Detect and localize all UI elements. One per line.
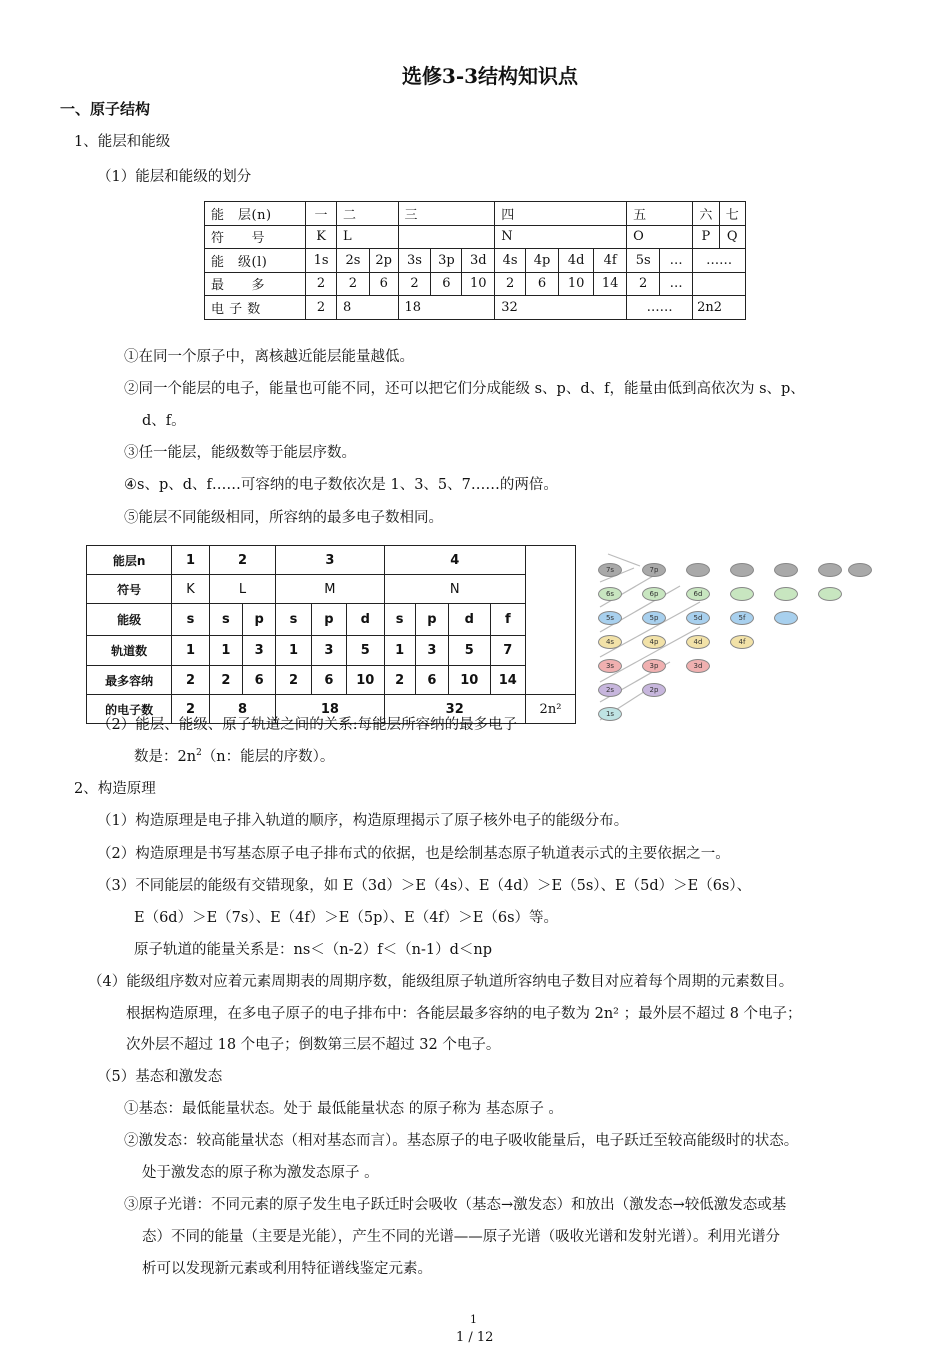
table-cell: M: [276, 575, 384, 604]
table-cell: 1: [209, 636, 242, 666]
table-cell: 2: [209, 666, 242, 695]
orbital-blank: [774, 563, 798, 577]
table-cell: 1: [276, 636, 311, 666]
orbital-6p: 6p: [642, 587, 666, 601]
orbital-2p: 2p: [642, 683, 666, 697]
orbital-4s: 4s: [598, 635, 622, 649]
table-cell: 5s: [627, 249, 660, 273]
table-cell: 最多容纳: [87, 666, 172, 695]
table-cell: N: [384, 575, 525, 604]
table-cell: 3: [415, 636, 448, 666]
table-cell: L: [209, 575, 276, 604]
table-cell: 1s: [306, 249, 337, 273]
table-cell: 最 多: [205, 272, 306, 296]
table-cell: 8: [209, 695, 276, 724]
table-cell: ……: [627, 296, 693, 320]
table-cell: 10: [448, 666, 490, 695]
orbital-4f: 4f: [730, 635, 754, 649]
table-cell: 32: [495, 296, 627, 320]
aufbau-point-4: （4）能级组序数对应着元素周期表的周期序数，能级组原子轨道所容纳电子数目对应着每个周期的元素数目。: [88, 974, 794, 990]
table-cell: 能级: [87, 604, 172, 636]
orbital-blank: [730, 587, 754, 601]
table-cell: 4s: [495, 249, 526, 273]
table-row: [87, 575, 576, 604]
orbital-1s: 1s: [598, 707, 622, 721]
table-cell: 6: [415, 666, 448, 695]
orbital-4d: 4d: [686, 635, 710, 649]
table-cell: Q: [719, 225, 745, 249]
aufbau-point-3-cont: E（6d）＞E（7s）、E（4f）＞E（5p）、E（4f）＞E（6s）等。: [134, 910, 559, 926]
relation-line-1: （2）能层、能级、原子轨道之间的关系:每能层所容纳的最多电子: [97, 717, 518, 733]
page-title: 选修3-3结构知识点: [401, 64, 579, 88]
table-cell: 二: [336, 202, 398, 226]
table-cell: 10: [559, 272, 594, 296]
orbital-blank: [818, 587, 842, 601]
table-cell: 2: [172, 695, 209, 724]
table-cell: 2: [384, 666, 415, 695]
orbital-5p: 5p: [642, 611, 666, 625]
table-cell: 2: [306, 272, 337, 296]
table-row: [205, 296, 746, 320]
subheading-aufbau: 2、构造原理: [74, 781, 156, 797]
orbital-blank: [774, 587, 798, 601]
table-cell: 的电子数: [87, 695, 172, 724]
aufbau-point-5: （5）基态和激发态: [97, 1069, 223, 1085]
table-cell: 18: [276, 695, 384, 724]
table-cell: 2: [172, 666, 209, 695]
subheading-division: （1）能层和能级的划分: [97, 169, 252, 185]
aufbau-point-2: （2）构造原理是书写基态原子电子排布式的依据，也是绘制基态原子轨道表示式的主要依据之一。: [97, 846, 730, 862]
superscript: 2: [196, 748, 202, 759]
table-cell: 一: [306, 202, 337, 226]
orbital-blank: [774, 611, 798, 625]
table-cell: 4: [384, 546, 525, 575]
section-heading-atomic-structure: 一、原子结构: [60, 100, 151, 118]
table-cell: 4f: [594, 249, 627, 273]
table-cell: 2: [209, 546, 276, 575]
orbital-blank: [848, 563, 872, 577]
table-cell: 3: [311, 636, 346, 666]
table-cell: 能层n: [87, 546, 172, 575]
table-row: [87, 636, 576, 666]
orbital-blank: [686, 563, 710, 577]
relation-text: 数是：2n: [134, 749, 197, 765]
point-5: ⑤能层不同能级相同，所容纳的最多电子数相同。: [124, 510, 443, 526]
table-cell: 能 级(l): [205, 249, 306, 273]
table-row: [87, 604, 576, 636]
table-cell: 2: [398, 272, 431, 296]
table-cell: 3: [243, 636, 276, 666]
table-cell: 三: [398, 202, 495, 226]
table-cell: L: [336, 225, 398, 249]
table-cell: s: [384, 604, 415, 636]
table-cell: [398, 225, 495, 249]
excited-state: ②激发态：较高能量状态（相对基态而言）。基态原子的电子吸收能量后，电子跃迁至较高能级时的状态。: [124, 1133, 799, 1149]
orbital-filling-diagram: [590, 552, 890, 727]
table-cell: 四: [495, 202, 627, 226]
table-cell: p: [415, 604, 448, 636]
table-cell: 1: [384, 636, 415, 666]
table-cell: 2s: [336, 249, 369, 273]
orbital-5s: 5s: [598, 611, 622, 625]
table-cell: 电 子 数: [205, 296, 306, 320]
orbital-5d: 5d: [686, 611, 710, 625]
table-cell: 7: [490, 636, 525, 666]
orbital-blank: [818, 563, 842, 577]
aufbau-point-4-cont: 根据构造原理，在多电子原子的电子排布中：各能层最多容纳的电子数为 2n² ；最外层不超过 8 个电子；: [126, 1006, 802, 1022]
table-cell: 14: [594, 272, 627, 296]
table-cell: 1: [172, 636, 209, 666]
table-cell: K: [306, 225, 337, 249]
table-cell: 4p: [526, 249, 559, 273]
table-cell: [525, 546, 575, 695]
table-cell: 2: [336, 272, 369, 296]
table-cell: 3p: [431, 249, 462, 273]
table-cell: 2p: [369, 249, 398, 273]
relation-text: （n：能层的序数）。: [201, 749, 335, 765]
orbital-7p: 7p: [642, 563, 666, 577]
table-cell: 符号: [87, 575, 172, 604]
table-cell: 6: [243, 666, 276, 695]
energy-relation: 原子轨道的能量关系是：ns＜（n-2）f＜（n-1）d＜np: [134, 942, 492, 958]
orbital-5f: 5f: [730, 611, 754, 625]
point-1: ①在同一个原子中，离核越近能层能量越低。: [124, 349, 414, 365]
page-number: 1: [470, 1313, 477, 1326]
point-3: ③任一能层，能级数等于能层序数。: [124, 445, 356, 461]
orbital-3s: 3s: [598, 659, 622, 673]
point-2: ②同一个能层的电子，能量也可能不同，还可以把它们分成能级 s、p、d、f，能量由低到高依次为 s、p、: [124, 381, 805, 397]
aufbau-point-1: （1）构造原理是电子排入轨道的顺序，构造原理揭示了原子核外电子的能级分布。: [97, 813, 629, 829]
table-cell: 2n2: [693, 296, 746, 320]
table-cell: s: [209, 604, 242, 636]
table-cell: ……: [693, 249, 746, 273]
table-cell: 2n²: [525, 695, 575, 724]
table-cell: 3s: [398, 249, 431, 273]
table-cell: 符 号: [205, 225, 306, 249]
orbital-capacity-table: [86, 545, 576, 724]
orbital-2s: 2s: [598, 683, 622, 697]
atomic-spectrum-cont2: 析可以发现新元素或利用特征谱线鉴定元素。: [142, 1261, 432, 1277]
table-cell: p: [311, 604, 346, 636]
table-cell: 6: [311, 666, 346, 695]
point-4: ④s、p、d、f……可容纳的电子数依次是 1、3、5、7……的两倍。: [124, 477, 558, 493]
table-cell: 轨道数: [87, 636, 172, 666]
table-cell: P: [693, 225, 719, 249]
table-row: [205, 225, 746, 249]
ground-state: ①基态：最低能量状态。处于 最低能量状态 的原子称为 基态原子 。: [124, 1101, 563, 1117]
table-cell: 七: [719, 202, 745, 226]
table-cell: 1: [172, 546, 209, 575]
table-row: [205, 272, 746, 296]
relation-line-2: [134, 745, 334, 766]
point-2-cont: d、f。: [142, 413, 186, 429]
orbital-blank: [730, 563, 754, 577]
excited-state-cont: 处于激发态的原子称为激发态原子 。: [142, 1165, 379, 1181]
table-cell: [693, 272, 746, 296]
table-cell: s: [172, 604, 209, 636]
orbital-6d: 6d: [686, 587, 710, 601]
table-row: [205, 249, 746, 273]
table-cell: 8: [336, 296, 398, 320]
table-cell: 2: [276, 666, 311, 695]
table-cell: 32: [384, 695, 525, 724]
table-cell: O: [627, 225, 693, 249]
aufbau-point-4-cont2: 次外层不超过 18 个电子；倒数第三层不超过 32 个电子。: [126, 1037, 501, 1053]
table-cell: d: [448, 604, 490, 636]
table-cell: …: [660, 272, 693, 296]
energy-level-table: [204, 201, 746, 320]
table-cell: 六: [693, 202, 719, 226]
table-cell: N: [495, 225, 627, 249]
table-cell: 能 层(n): [205, 202, 306, 226]
table-row: [87, 666, 576, 695]
table-cell: …: [660, 249, 693, 273]
table-row: [87, 546, 576, 575]
table-cell: 4d: [559, 249, 594, 273]
table-cell: 五: [627, 202, 693, 226]
atomic-spectrum-cont: 态）不同的能量（主要是光能），产生不同的光谱——原子光谱（吸收光谱和发射光谱）。利用光谱分: [142, 1229, 780, 1245]
orbital-3d: 3d: [686, 659, 710, 673]
table-cell: 6: [526, 272, 559, 296]
table-cell: 10: [462, 272, 495, 296]
table-cell: 14: [490, 666, 525, 695]
table-cell: K: [172, 575, 209, 604]
orbital-4p: 4p: [642, 635, 666, 649]
table-cell: s: [276, 604, 311, 636]
subheading-energy-levels: 1、能层和能级: [74, 134, 171, 150]
table-cell: 5: [347, 636, 384, 666]
table-cell: 2: [495, 272, 526, 296]
table-cell: 5: [448, 636, 490, 666]
atomic-spectrum: ③原子光谱：不同元素的原子发生电子跃迁时会吸收（基态→激发态）和放出（激发态→较低激发态或基: [124, 1197, 787, 1213]
orbital-7s: 7s: [598, 563, 622, 577]
page-indicator: 1 / 12: [456, 1330, 494, 1345]
table-cell: 2: [627, 272, 660, 296]
table-cell: 3d: [462, 249, 495, 273]
table-cell: p: [243, 604, 276, 636]
orbital-3p: 3p: [642, 659, 666, 673]
table-cell: f: [490, 604, 525, 636]
orbital-6s: 6s: [598, 587, 622, 601]
table-cell: d: [347, 604, 384, 636]
table-cell: 10: [347, 666, 384, 695]
table-row: [205, 202, 746, 226]
aufbau-point-3: （3）不同能层的能级有交错现象，如 E（3d）＞E（4s）、E（4d）＞E（5s）、E（5d）＞E（6s）、: [97, 878, 752, 894]
table-cell: 18: [398, 296, 495, 320]
table-cell: 6: [431, 272, 462, 296]
table-cell: 2: [306, 296, 337, 320]
table-cell: 6: [369, 272, 398, 296]
table-cell: 3: [276, 546, 384, 575]
